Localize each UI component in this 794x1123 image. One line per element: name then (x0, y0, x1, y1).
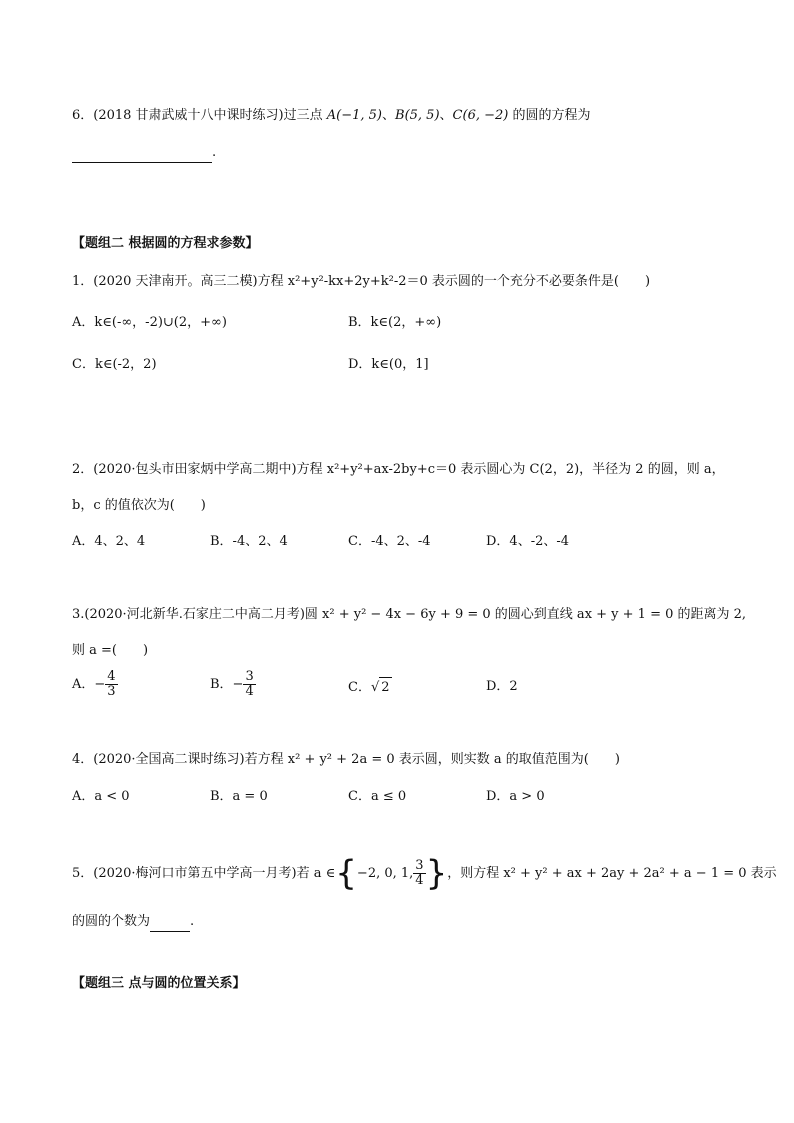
q6-point-b: B(5, 5) (395, 108, 440, 123)
g2q5-set-fraction (413, 859, 425, 888)
g2q5-end: . (190, 914, 195, 929)
g2q5-line2-text: 的圆的个数为 (72, 914, 151, 929)
q6-sep2: 、 (439, 108, 453, 123)
g2q4-option-c[interactable]: C．a ≤ 0 (348, 789, 407, 804)
g2q5-frac-den: 4 (415, 873, 424, 888)
g2-question-4: 4．(2020·全国高二课时练习)若方程 x² + y² + 2a = 0 表示圆，则实数 a 的取值范围为( ) (72, 752, 620, 767)
g2q3-option-a[interactable] (72, 670, 118, 699)
g2q3-option-b-label: B．− (210, 677, 244, 692)
g2q4-option-a[interactable]: A．a < 0 (72, 789, 130, 804)
g2q3-option-b[interactable] (210, 670, 256, 699)
question-6 (72, 106, 590, 126)
g2-question-2-line2: b，c 的值依次为( ) (72, 498, 206, 513)
g2q3-option-c[interactable] (348, 677, 392, 698)
g2q3-option-b-den: 4 (245, 684, 254, 699)
q6-point-c: C(6, −2) (452, 108, 509, 123)
g2q2-option-b[interactable]: B．-4、2、4 (210, 534, 288, 549)
g2q5-prefix: 5．(2020·梅河口市第五中学高一月考)若 a ∈ (72, 866, 336, 881)
g2q1-option-c[interactable]: C．k∈(-2，2) (72, 357, 157, 372)
g2q3-option-c-label: C． (348, 680, 371, 695)
g2q3-option-a-den: 3 (107, 684, 116, 699)
q6-answer-blank[interactable] (72, 148, 212, 163)
g2q1-option-d[interactable]: D．k∈(0，1] (348, 357, 429, 372)
g2q1-option-b[interactable]: B．k∈(2，+∞) (348, 315, 442, 330)
g2q3-option-a-num: 4 (107, 669, 116, 684)
q6-end: . (212, 145, 217, 160)
g2q5-suffix: ，则方程 x² + y² + ax + 2ay + 2a² + a − 1 = 0 表示 (447, 866, 777, 881)
sqrt-icon: √ 2 (371, 677, 392, 698)
right-brace-icon: } (425, 853, 448, 894)
g2q4-option-d[interactable]: D．a > 0 (486, 789, 545, 804)
group3-heading: 【题组三 点与圆的位置关系】 (72, 976, 246, 991)
q6-sep1: 、 (382, 108, 396, 123)
g2q5-answer-blank[interactable] (150, 917, 190, 932)
q6-suffix: 的圆的方程为 (508, 108, 591, 123)
g2q2-option-d[interactable]: D．4、-2、-4 (486, 534, 570, 549)
g2q4-option-b[interactable]: B．a = 0 (210, 789, 268, 804)
g2-question-3-line1: 3.(2020·河北新华.石家庄二中高二月考)圆 x² + y² − 4x − 6y + 9 = 0 的圆心到直线 ax + y + 1 = 0 的距离为 2, (72, 607, 747, 622)
q6-point-a: A(−1, 5) (326, 108, 382, 123)
g2-question-1: 1．(2020 天津南开。高三二模)方程 x²+y²-kx+2y+k²-2＝0 表示圆的一个充分不必要条件是( ) (72, 274, 651, 289)
g2q1-option-a[interactable]: A．k∈(-∞，-2)∪(2，+∞) (72, 315, 227, 330)
left-brace-icon: { (335, 853, 357, 894)
g2q2-option-c[interactable]: C．-4、2、-4 (348, 534, 431, 549)
g2q3-option-d[interactable]: D．2 (486, 679, 518, 694)
g2q3-option-b-num: 3 (245, 669, 254, 684)
g2q5-set-items: −2, 0, 1, (356, 866, 414, 881)
group2-heading: 【题组二 根据圆的方程求参数】 (72, 236, 259, 251)
g2q3-option-b-fraction (243, 670, 255, 699)
g2q3-option-c-radicand: 2 (379, 677, 391, 698)
q6-prefix: 6．(2018 甘肃武威十八中课时练习)过三点 (72, 108, 327, 123)
g2-question-5-line1 (72, 854, 777, 894)
g2-question-3-line2: 则 a =( ) (72, 643, 149, 658)
g2q3-option-a-fraction (105, 670, 117, 699)
q6-answer-line (72, 143, 216, 163)
g2-question-5-line2 (72, 912, 194, 932)
g2q3-option-a-label: A．− (72, 677, 106, 692)
g2-question-2-line1: 2．(2020·包头市田家炳中学高二期中)方程 x²+y²+ax-2by+c＝0 表示圆心为 C(2，2)，半径为 2 的圆，则 a， (72, 462, 725, 477)
g2q2-option-a[interactable]: A．4、2、4 (72, 534, 146, 549)
g2q5-frac-num: 3 (415, 858, 424, 873)
